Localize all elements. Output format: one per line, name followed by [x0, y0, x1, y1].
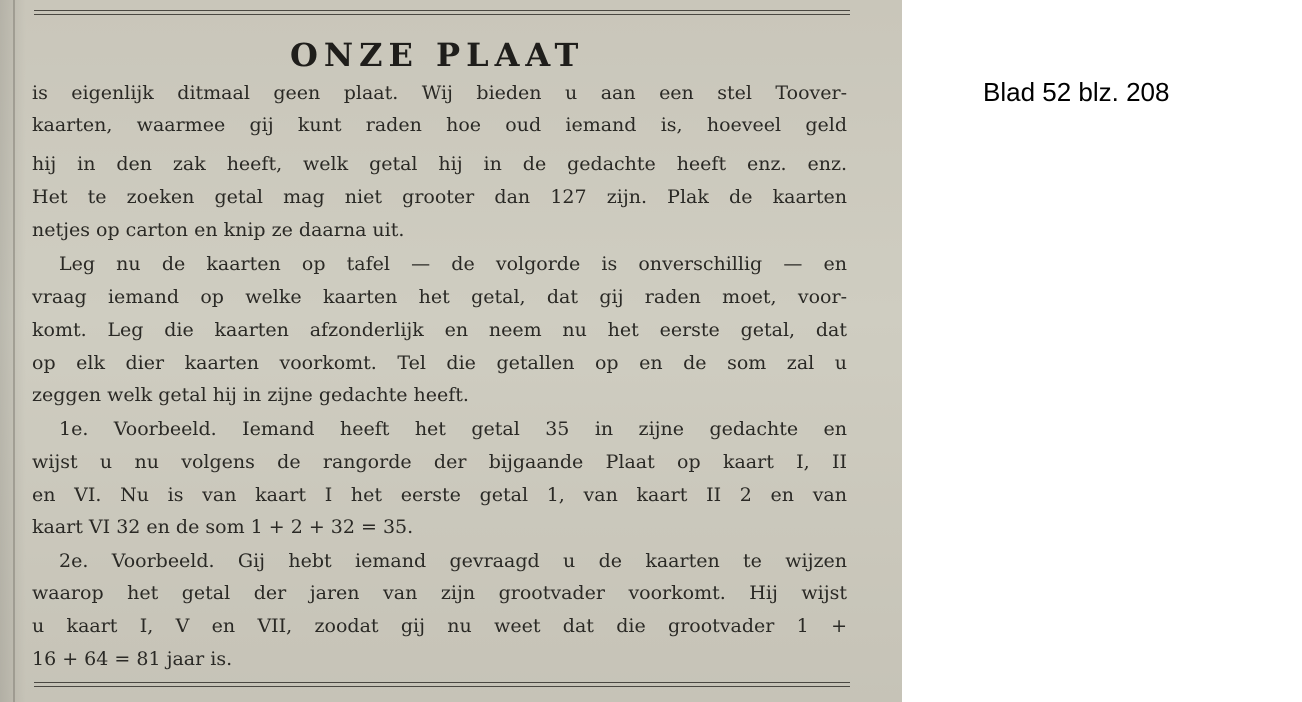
article-line: u kaart I, V en VII, zoodat gij nu weet dat die grootvader 1 +	[32, 615, 847, 637]
top-rule	[34, 10, 850, 15]
article-line: op elk dier kaarten voorkomt. Tel die getallen op en de som zal u	[32, 352, 847, 374]
bottom-rule	[34, 682, 850, 687]
article-line: 2e. Voorbeeld. Gij hebt iemand gevraagd u de kaarten te wijzen	[59, 550, 847, 572]
article-line: kaart VI 32 en de som 1 + 2 + 32 = 35.	[32, 516, 414, 538]
article-line: komt. Leg die kaarten afzonderlijk en neem nu het eerste getal, dat	[32, 319, 847, 341]
article-line: Het te zoeken getal mag niet grooter dan 127 zijn. Plak de kaarten	[32, 186, 847, 208]
article-line: kaarten, waarmee gij kunt raden hoe oud iemand is, hoeveel geld	[32, 114, 847, 136]
article-line: netjes op carton en knip ze daarna uit.	[32, 219, 405, 241]
page-reference-caption: Blad 52 blz. 208	[983, 77, 1170, 107]
article-line: vraag iemand op welke kaarten het getal, dat gij raden moet, voor-	[32, 286, 847, 308]
article-line: zeggen welk getal hij in zijne gedachte heeft.	[32, 384, 469, 406]
article-line: wijst u nu volgens de rangorde der bijgaande Plaat op kaart I, II	[32, 451, 847, 473]
article-line: is eigenlijk ditmaal geen plaat. Wij bieden u aan een stel Toover-	[32, 82, 847, 104]
article-line: 16 + 64 = 81 jaar is.	[32, 648, 233, 670]
column-divider	[13, 0, 15, 702]
article-heading: ONZE PLAAT	[290, 36, 585, 74]
article-line: Leg nu de kaarten op tafel — de volgorde is onverschillig — en	[59, 253, 847, 275]
article-line: hij in den zak heeft, welk getal hij in de gedachte heeft enz. enz.	[32, 153, 847, 175]
article-line: en VI. Nu is van kaart I het eerste getal 1, van kaart II 2 en van	[32, 484, 847, 506]
article-line: 1e. Voorbeeld. Iemand heeft het getal 35 in zijne gedachte en	[59, 418, 847, 440]
article-line: waarop het getal der jaren van zijn grootvader voorkomt. Hij wijst	[32, 582, 847, 604]
